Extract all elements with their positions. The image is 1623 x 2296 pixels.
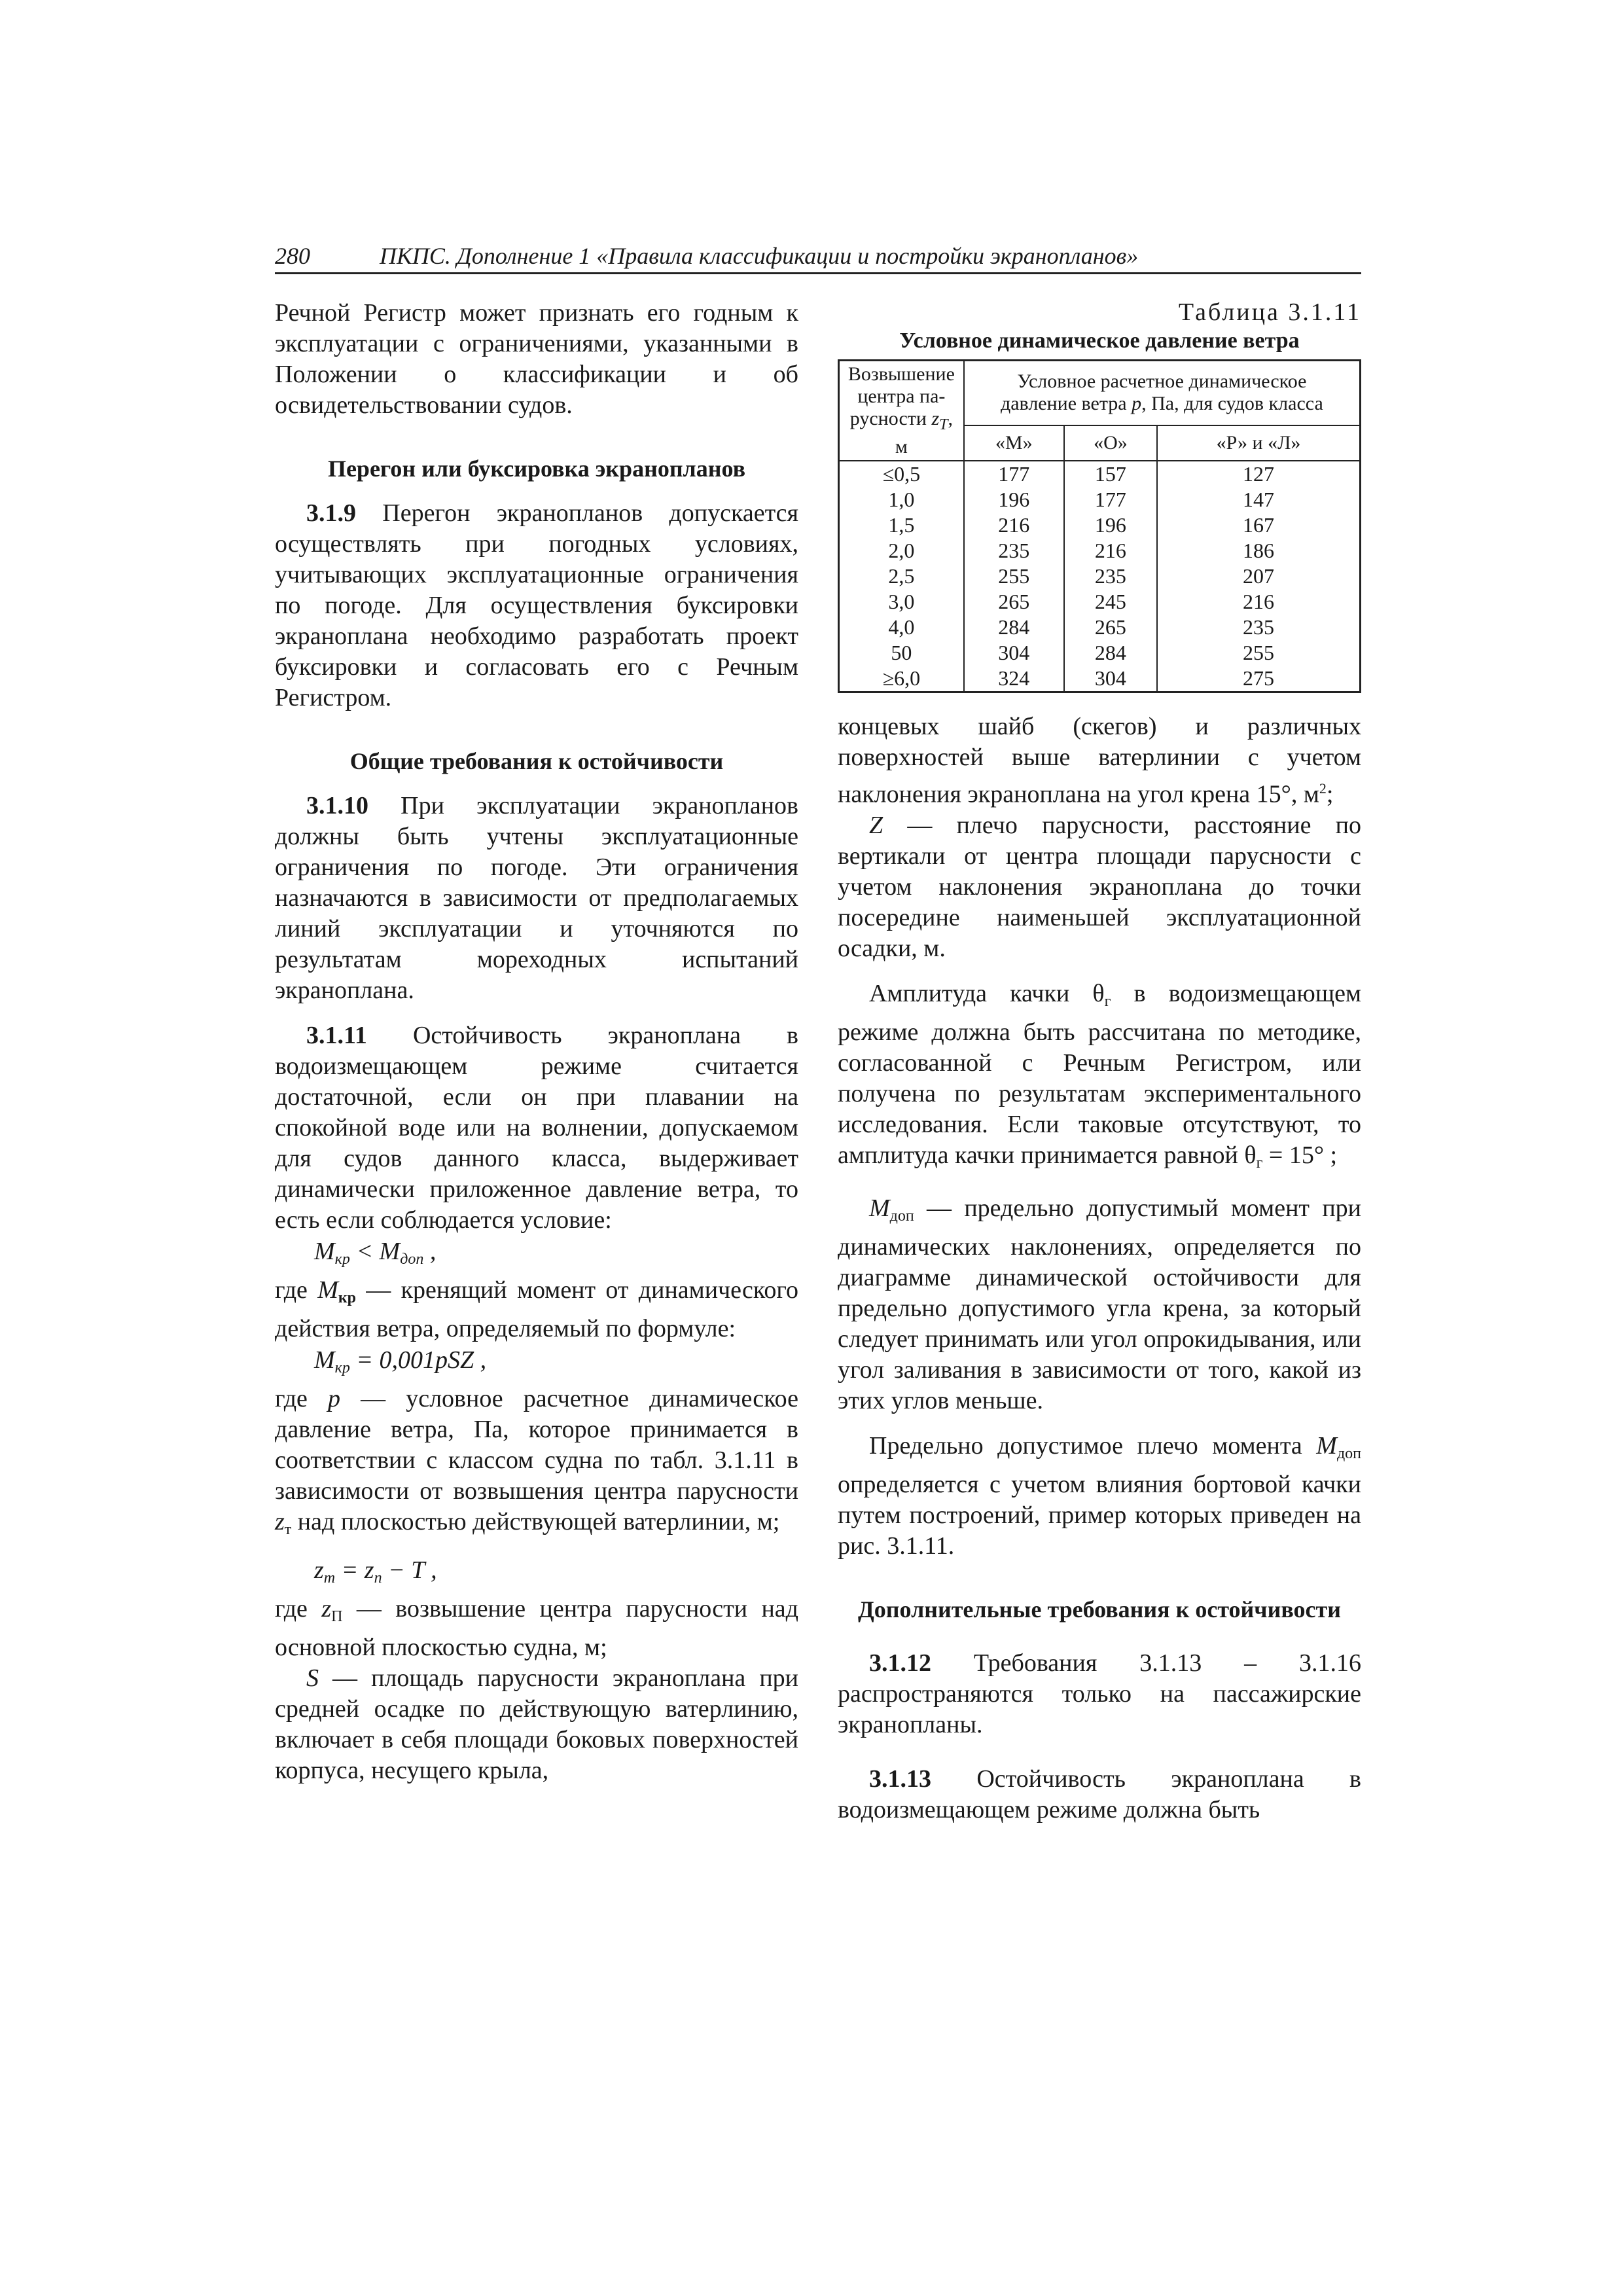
- section-number: 3.1.12: [869, 1649, 931, 1677]
- definition-m-dop: $M_{доп}$ — предельно допустимый момент при динамических наклонениях, определяется по диаграмме динамической остойчивости для предельно допустимого угла крена, за который следует принимать или угол опрокидывания, или угол заливания в зависимости от того, какой из этих углов меньше.: [838, 1194, 1361, 1414]
- amplitude-paragraph: Амплитуда качки $\theta_г$ в водоизмещающем режиме должна быть рассчитана по методике, согласованной с Речным Регистром, или получена по результатам экспериментального исследования. Если таковые отсутствуют, то амплитуда качки принимается равной $\theta_г = 15^\circ$ ;: [838, 979, 1361, 1172]
- formula-zt: $z_т = z_п - T$ ,: [314, 1556, 437, 1587]
- col-header-height: Возвышение центра па- русности $z_T$, м: [839, 361, 964, 461]
- continuation-paragraph: концевых шайб (скегов) и различных поверхностей выше ватерлинии с учетом наклонения экраноплана на угол крена 15°, $м^2$;: [838, 713, 1361, 808]
- table-row: 1,5 216 196 167: [839, 512, 1361, 538]
- heading-additional-stability: Дополнительные требования к остойчивости: [858, 1596, 1341, 1623]
- class-header: «О»: [1064, 425, 1157, 461]
- left-column: [275, 298, 798, 1786]
- running-title: ПКПС. Дополнение 1 «Правила классификации и постройки экранопланов»: [380, 243, 1139, 269]
- definition-s: S — площадь парусности экраноплана при средней осадке по действующую ватерлинию, включает в себя площади боковых поверхностей корпуса, несущего крыла,: [275, 1664, 798, 1784]
- table-row: ≥6,0 324 304 275: [839, 666, 1361, 692]
- formula-moment: $M_{кр} = 0,001pSZ$ ,: [314, 1346, 487, 1376]
- table-row: 4,0 284 265 235: [839, 615, 1361, 640]
- where-zp: где $z_П$ — возвышение центра парусности над основной плоскостью судна, м;: [275, 1595, 798, 1661]
- class-header: «Р» и «Л»: [1157, 425, 1360, 461]
- definition-z: Z — плечо парусности, расстояние по вертикали от центра площади парусности с учетом наклонения экраноплана до точки посередине наименьшей эксплуатационной осадки, м.: [838, 811, 1361, 962]
- group-header-pressure: Условное расчетное динамическое давление ветра p, Па, для судов класса: [964, 361, 1361, 425]
- heading-stability: Общие требования к остойчивости: [349, 748, 724, 774]
- section-number: 3.1.10: [306, 792, 368, 819]
- table-row: ≤0,5 177 157 127: [839, 461, 1361, 487]
- section-text: Остойчивость экраноплана в водоизмещающем режиме считается достаточной, если он при плавании на спокойной воде или на волнении, допускаемом для судов данного класса, выдерживает динамически приложенное давление ветра, то есть если соблюдается условие:: [275, 1022, 798, 1234]
- section-text: Остойчивость экраноплана в водоизмещающем режиме должна быть: [838, 1765, 1361, 1823]
- running-header: [275, 242, 1361, 274]
- where-p: где p — условное расчетное динамическое давление ветра, Па, которое принимается в соответствии с классом судна по табл. 3.1.11 в зависимости от возвышения центра парусности $z_т$ над плоскостью действующей ватерлинии, м;: [275, 1385, 798, 1538]
- section-number: 3.1.11: [306, 1022, 367, 1049]
- section-3-1-13: [838, 1764, 1361, 1825]
- limit-paragraph: Предельно допустимое плечо момента $M_{доп}$ определяется с учетом влияния бортовой качки путем построений, пример которых приведен на рис. 3.1.11.: [838, 1431, 1361, 1560]
- section-3-1-11: [275, 1020, 798, 1236]
- intro-paragraph: Речной Регистр может признать его годным к эксплуатации с ограничениями, указанными в Положении о классификации и об освидетельствовании судов.: [275, 299, 798, 419]
- table-caption: Таблица 3.1.11: [1178, 298, 1361, 326]
- section-3-1-12: [838, 1648, 1361, 1740]
- formula-condition: $M_{кр} < M_{доп}$ ,: [314, 1238, 437, 1268]
- table-row: 50 304 284 255: [839, 640, 1361, 666]
- section-text: Требования 3.1.13 – 3.1.16 распространяются только на пассажирские экранопланы.: [838, 1649, 1361, 1738]
- wind-pressure-table: [838, 359, 1361, 693]
- where-m-kr: где $M_{кр}$ — кренящий момент от динамического действия ветра, определяемый по формуле:: [275, 1276, 799, 1342]
- section-text: При эксплуатации экранопланов должны быть учтены эксплуатационные ограничения по погоде. Эти ограничения назначаются в зависимости от предполагаемых линий эксплуатации и уточняются по результатам мореходных испытаний экраноплана.: [275, 792, 798, 1004]
- heading-towing: Перегон или буксировка экранопланов: [327, 456, 746, 482]
- table-row: 2,5 255 235 207: [839, 564, 1361, 589]
- page-number: 280: [275, 243, 310, 269]
- table-row: 3,0 265 245 216: [839, 589, 1361, 615]
- section-number: 3.1.13: [869, 1765, 931, 1793]
- section-text: Перегон экранопланов допускается осуществлять при погодных условиях, учитывающих эксплуатационные ограничения по погоде. Для осуществления буксировки экраноплана необходимо разработать проект буксировки и согласовать его с Речным Регистром.: [275, 499, 798, 711]
- right-column: [838, 298, 1361, 1825]
- section-3-1-10: [275, 791, 798, 1006]
- table-title: Условное динамическое давление ветра: [899, 329, 1300, 353]
- table-row: 2,0 235 216 186: [839, 538, 1361, 564]
- section-3-1-9: [275, 498, 798, 713]
- section-number: 3.1.9: [306, 499, 356, 527]
- class-header: «М»: [964, 425, 1064, 461]
- table-row: 1,0 196 177 147: [839, 487, 1361, 512]
